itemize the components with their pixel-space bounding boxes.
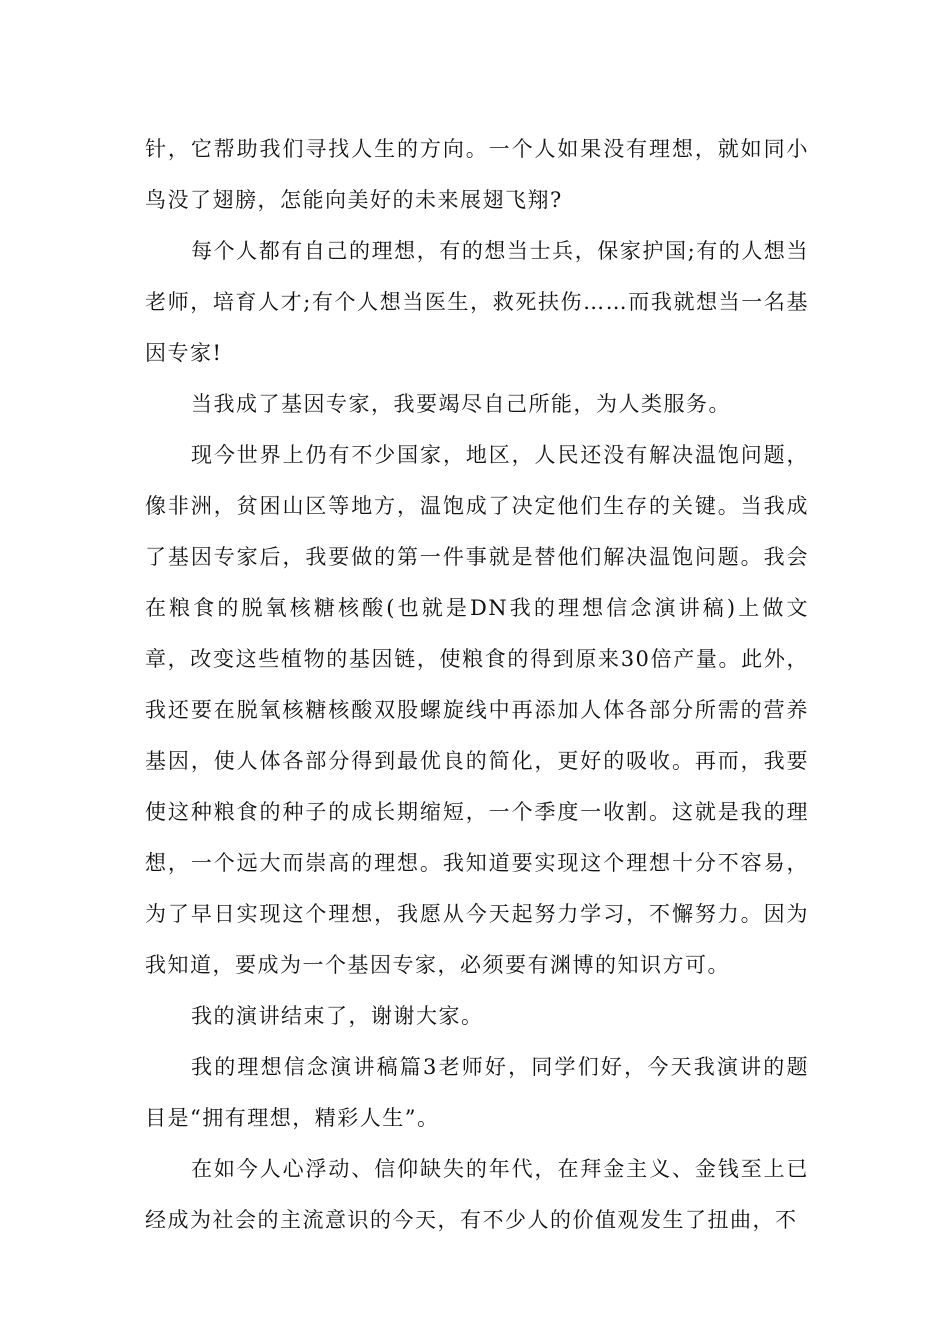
paragraph-6: 我的理想信念演讲稿篇3老师好，同学们好，今天我演讲的题目是“拥有理想，精彩人生”。 [145, 1055, 809, 1130]
paragraph-4: 现今世界上仍有不少国家，地区，人民还没有解决温饱问题，像非洲，贫困山区等地方，温饱成了决定他们生存的关键。当我成了基因专家后，我要做的第一件事就是替他们解决温饱问题。我会在粮食的脱氧核糖核酸(也就是DN我的理想信念演讲稿)上做文章，改变这些植物的基因链，使粮食的得到原来30倍产量。此外，我还要在脱氧核糖核酸双股螺旋线中再添加人体各部分所需的营养基因，使人体各部分得到最优良的简化，更好的吸收。再而，我要使这种粮食的种子的成长期缩短，一个季度一收割。这就是我的理想，一个远大而崇高的理想。我知道要实现这个理想十分不容易，为了早日实现这个理想，我愿从今天起努力学习，不懈努力。因为我知道，要成为一个基因专家，必须要有渊博的知识方可。 [145, 443, 809, 977]
paragraph-7: 在如今人心浮动、信仰缺失的年代，在拜金主义、金钱至上已经成为社会的主流意识的今天，有不少人的价值观发生了扭曲，不 [145, 1157, 809, 1232]
paragraph-3: 当我成了基因专家，我要竭尽自己所能，为人类服务。 [191, 392, 731, 416]
paragraph-1: 针，它帮助我们寻找人生的方向。一个人如果没有理想，就如同小鸟没了翅膀，怎能向美好的未来展翅飞翔? [145, 137, 809, 212]
paragraph-5: 我的演讲结束了，谢谢大家。 [191, 1004, 484, 1028]
paragraph-2: 每个人都有自己的理想，有的想当士兵，保家护国;有的人想当老师，培育人才;有个人想当医生，救死扶伤……而我就想当一名基因专家! [145, 239, 809, 365]
body-text [145, 124, 809, 1246]
